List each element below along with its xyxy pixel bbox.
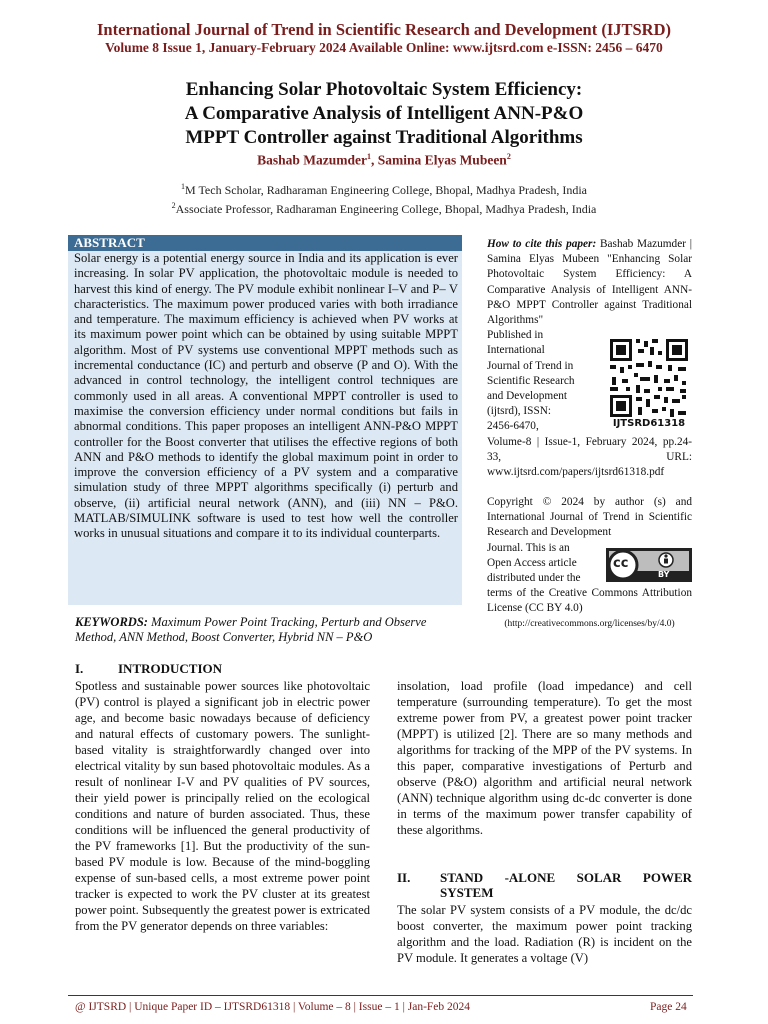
cite-narrow-3: Journal of Trend in — [487, 359, 574, 372]
by-text: BY — [658, 570, 670, 579]
journal-subtitle: Volume 8 Issue 1, January-February 2024 Available Online: www.ijtsrd.com e-ISSN: 2456 – 6470 — [105, 40, 663, 55]
section-2-number: II. — [397, 870, 411, 885]
journal-title: International Journal of Trend in Scientific Research and Development (IJTSRD) — [97, 20, 671, 39]
paper-title-line-2: A Comparative Analysis of Intelligent ANN-P&O — [184, 103, 584, 124]
cite-text-top: Bashab Mazumder | Samina Elyas Mubeen "Enhancing Solar Photovoltaic System Efficiency: A Comparative Analysis of Intelligent ANN-P&O MPPT Controller against Traditional Algorithms" — [487, 238, 692, 327]
author-2: Samina Elyas Mubeen — [377, 152, 507, 168]
abstract-text: Solar energy is a potential energy source in India and its application is ever increasing. In solar PV application, the photovoltaic module is needed to harvest this kind of energy. The PV module exhibit nonlinear I–V and P– V characteristics. The maximum power produced varies with both irradiance and temperature. The maximum efficiency is achieved when PV works at its maximum power point which can be obtained by using suitable MPPT algorithm. Most of PV systems use conventional MPPT methods such as incremental conductance (IC) and perturb and observe (P and O). With the advanced in control technology, the intelligent control techniques are commonly used in all areas. A conventional MPPT controller is used to maximise the conversion efficiency under normal conditions but fails in abnormal conditions. This paper proposes an intelligent ANN-P&O MPPT controller for the Boost converter that utilises the effective regions of both ANN and P&O methods to identify the global maximum point in order to improve the conversion efficiency of a PV system and a comparative simulation study of three MPPT algorithms specifically (i) perturb and observe, (ii) artificial neural network (ANN), and (iii) NN – P&O. MATLAB/SIMULINK software is used to test how well the controller works in unusual situations and compare it to its individual counterparts. — [74, 251, 458, 541]
author-1: Bashab Mazumder — [257, 152, 368, 168]
copyright-text-bottom: terms of the Creative Commons Attribution License (CC BY 4.0) — [487, 587, 692, 615]
affiliation-1 — [0, 182, 768, 198]
affiliation-1-text: M Tech Scholar, Radharaman Engineering College, Bhopal, Madhya Pradesh, India — [184, 183, 588, 197]
affiliation-2-text: Associate Professor, Radharaman Engineering College, Bhopal, Madhya Pradesh, India — [175, 202, 597, 216]
keywords-label: KEYWORDS: — [75, 615, 148, 629]
right-col-text-1: insolation, load profile (load impedance) and cell temperature (surrounding temperature). To get the most extreme power from PV, a greatest power point tracker (MPPT) is utilized [2]. There are so many methods and algorithms for tracking of the MPP of the PV systems. In this paper, comparative investigations of Perturb and observe (P&O) algorithm and artificial neural network (ANN) technique algorithm using dc-dc converter is done in terms of the maximum power transfer capability of these algorithms. — [397, 679, 692, 837]
abstract-box — [68, 235, 462, 605]
keywords-text: Maximum Power Point Tracking, Perturb and Observe Method, ANN Method, Boost Converter, Hybrid NN – P&O — [75, 615, 427, 645]
abstract-heading: ABSTRACT — [68, 235, 462, 251]
footer-text: @ IJTSRD | Unique Paper ID – IJTSRD61318 | Volume – 8 | Issue – 1 | Jan-Feb 2024 — [75, 1001, 471, 1013]
section-2-heading-line-1: STAND -ALONE SOLAR POWER — [440, 870, 692, 885]
right-col-text-2: The solar PV system consists of a PV module, the dc/dc boost converter, the maximum power point tracking algorithm and the load. Radiation (R) is incident on the PV module. It generates a voltage (V) — [397, 903, 692, 965]
affiliation-2 — [0, 201, 768, 217]
affiliation-2-sup: 2 — [171, 201, 176, 210]
cite-narrow-4: Scientific Research — [487, 374, 575, 387]
qr-id-label: IJTSRD61318 — [612, 418, 686, 429]
cite-label: How to cite this paper: — [487, 238, 597, 250]
intro-heading: INTRODUCTION — [118, 661, 223, 676]
intro-number: I. — [75, 661, 84, 676]
cite-narrow-7: 2456-6470, — [487, 420, 539, 433]
cite-narrow-6: (ijtsrd), ISSN: — [487, 405, 552, 418]
cc-by-badge — [606, 548, 692, 582]
authors — [0, 152, 768, 169]
qr-code-icon — [608, 337, 690, 419]
copyright-narrow-1: Journal. This is an — [487, 541, 570, 554]
intro-text: Spotless and sustainable power sources like photovoltaic (PV) control is played a significant job in electric power age, and become basic nowadays because of deficiency and natural effects of customary powers. The sunlight-based vitality is straightforwardly changed over into electrical vitality by sun based photovoltaic modules. As a result of nonlinear I-V and PV qualities of PV sources, their yield power is principally relied on the ecological conditions and nature of burden associated. Thus, these conditions will be influenced the general productivity of the PV frameworks [1]. But the productivity of the sun-based PV module is low. Because of the mind-boggling expense of sun-based cells, a most extreme power point tracker is expected to work the PV cluster at its greatest power point. Subsequently the greatest power is extricated from the PV generator depends on three variables: — [75, 679, 370, 933]
keywords — [75, 615, 467, 646]
copyright-narrow-3: distributed under the — [487, 572, 581, 585]
footer-divider — [68, 995, 693, 996]
paper-title-line-1: Enhancing Solar Photovoltaic System Efficiency: — [185, 79, 583, 100]
license-url: (http://creativecommons.org/licenses/by/4.0) — [504, 618, 675, 629]
section-2-heading-line-2: SYSTEM — [440, 885, 494, 900]
affiliation-1-sup: 1 — [180, 182, 185, 191]
copyright-narrow-2: Open Access article — [487, 556, 577, 569]
page-number: Page 24 — [650, 1001, 687, 1013]
cc-text: cc — [613, 556, 629, 571]
cite-narrow-1: Published in — [487, 329, 544, 342]
cite-narrow-2: International — [487, 344, 545, 357]
author-2-sup: 2 — [506, 152, 511, 161]
author-1-sup: 1 — [367, 152, 372, 161]
copyright-text-top: Copyright © 2024 by author (s) and International Journal of Trend in Scientific Research and Development — [487, 496, 692, 539]
paper-title-line-3: MPPT Controller against Traditional Algorithms — [185, 127, 583, 148]
author-separator: , — [371, 152, 378, 168]
cite-narrow-5: and Development — [487, 390, 567, 403]
cite-text-bottom: Volume-8 | Issue-1, February 2024, pp.24-33, URL: www.ijtsrd.com/papers/ijtsrd61318.pdf — [487, 435, 692, 479]
